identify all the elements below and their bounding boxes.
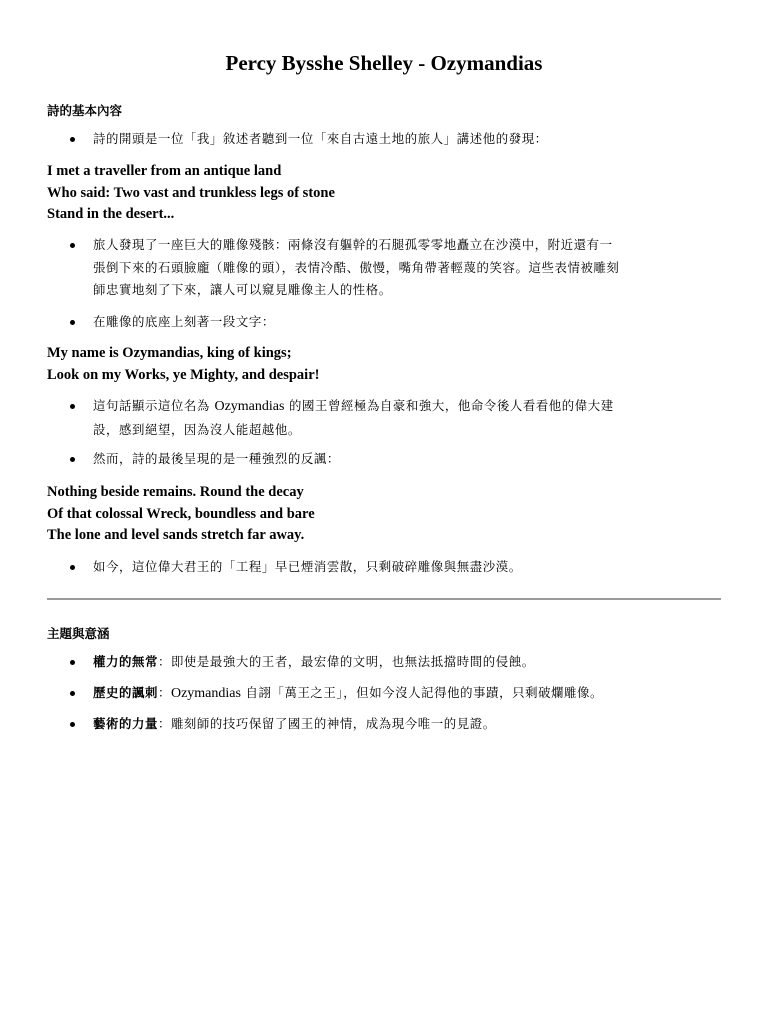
list-item	[93, 556, 721, 579]
poem-line: Who said: Two vast and trunkless legs of stone	[47, 184, 335, 201]
bullet-text	[93, 651, 721, 674]
bullet-text: 設，感到絕望，因為沒人能超越他。	[93, 421, 301, 437]
poem-line: The lone and level sands stretch far away.	[47, 527, 305, 543]
poem-line: Stand in the desert...	[47, 206, 175, 222]
poem-line: Nothing beside remains. Round the decay	[47, 484, 304, 500]
bullet-text: 如今，這位偉大君王的「工程」早已煙消雲散，只剩破碎雕像與無盡沙漠。	[93, 559, 522, 574]
bullet-text-part: 這句話顯示這位名為	[93, 398, 210, 413]
document-title: Percy Bysshe Shelley - Ozymandias	[225, 51, 543, 75]
poem-line: My name is Ozymandias, king of kings;	[47, 345, 292, 361]
bullet-text: 詩的開頭是一位「我」敘述者聽到一位「來自古遠土地的旅人」講述他的發現：	[93, 131, 548, 146]
theme-label: 歷史的諷刺	[93, 685, 158, 700]
bullet-text: 師忠實地刻了下來，讓人可以窺見雕像主人的性格。	[93, 282, 392, 297]
king-name: Ozymandias	[170, 686, 241, 701]
list-item	[93, 311, 721, 334]
theme-text: 自詡「萬王之王」，但如今沒人記得他的事蹟，只剩破爛雕像。	[245, 685, 604, 700]
bullet-text-part: 的國王曾經極為自豪和強大，他命令後人看看他的偉大建	[289, 398, 614, 413]
poem-line: Of that colossal Wreck, boundless and bare	[47, 505, 315, 522]
bullet-text	[93, 395, 721, 419]
theme-label: 權力的無常	[93, 654, 158, 669]
list-item	[93, 651, 721, 674]
king-name: Ozymandias	[214, 399, 285, 414]
list-item	[93, 128, 721, 151]
list-item	[93, 682, 721, 706]
theme-text: ：雕刻師的技巧保留了國王的神情，成為現今唯一的見證。	[157, 716, 496, 731]
bullet-text	[93, 713, 721, 736]
bullet-text: 張倒下來的石頭臉龐（雕像的頭），表情冷酷、傲慢，嘴角帶著輕蔑的笑容。這些表情被雕刻	[93, 259, 620, 275]
poem-line: I met a traveller from an antique land	[47, 163, 282, 179]
bullet-text: 然而，詩的最後呈現的是一種強烈的反諷：	[93, 451, 340, 466]
list-item	[93, 448, 721, 471]
list-item	[93, 234, 721, 302]
theme-label: 藝術的力量	[93, 716, 158, 731]
horizontal-divider	[47, 598, 721, 600]
poem-excerpt	[47, 161, 335, 226]
bullet-text: 旅人發現了一座巨大的雕像殘骸：兩條沒有軀幹的石腿孤零零地矗立在沙漠中，附近還有一	[93, 237, 613, 252]
bullet-text: 在雕像的底座上刻著一段文字：	[93, 314, 275, 329]
list-item	[93, 713, 721, 736]
section-heading-themes: 主題與意涵	[47, 626, 110, 641]
section-heading-content: 詩的基本內容	[47, 103, 123, 118]
poem-line: Look on my Works, ye Mighty, and despair!	[47, 366, 320, 383]
list-item	[93, 395, 721, 441]
theme-text: ：即使是最強大的王者，最宏偉的文明，也無法抵擋時間的侵蝕。	[157, 654, 535, 669]
bullet-text: 歷史的諷刺：Ozymandias 自詡「萬王之王」，但如今沒人記得他的事蹟，只剩破爛雕像。	[93, 685, 604, 701]
poem-excerpt	[47, 343, 319, 386]
poem-excerpt	[47, 482, 315, 547]
